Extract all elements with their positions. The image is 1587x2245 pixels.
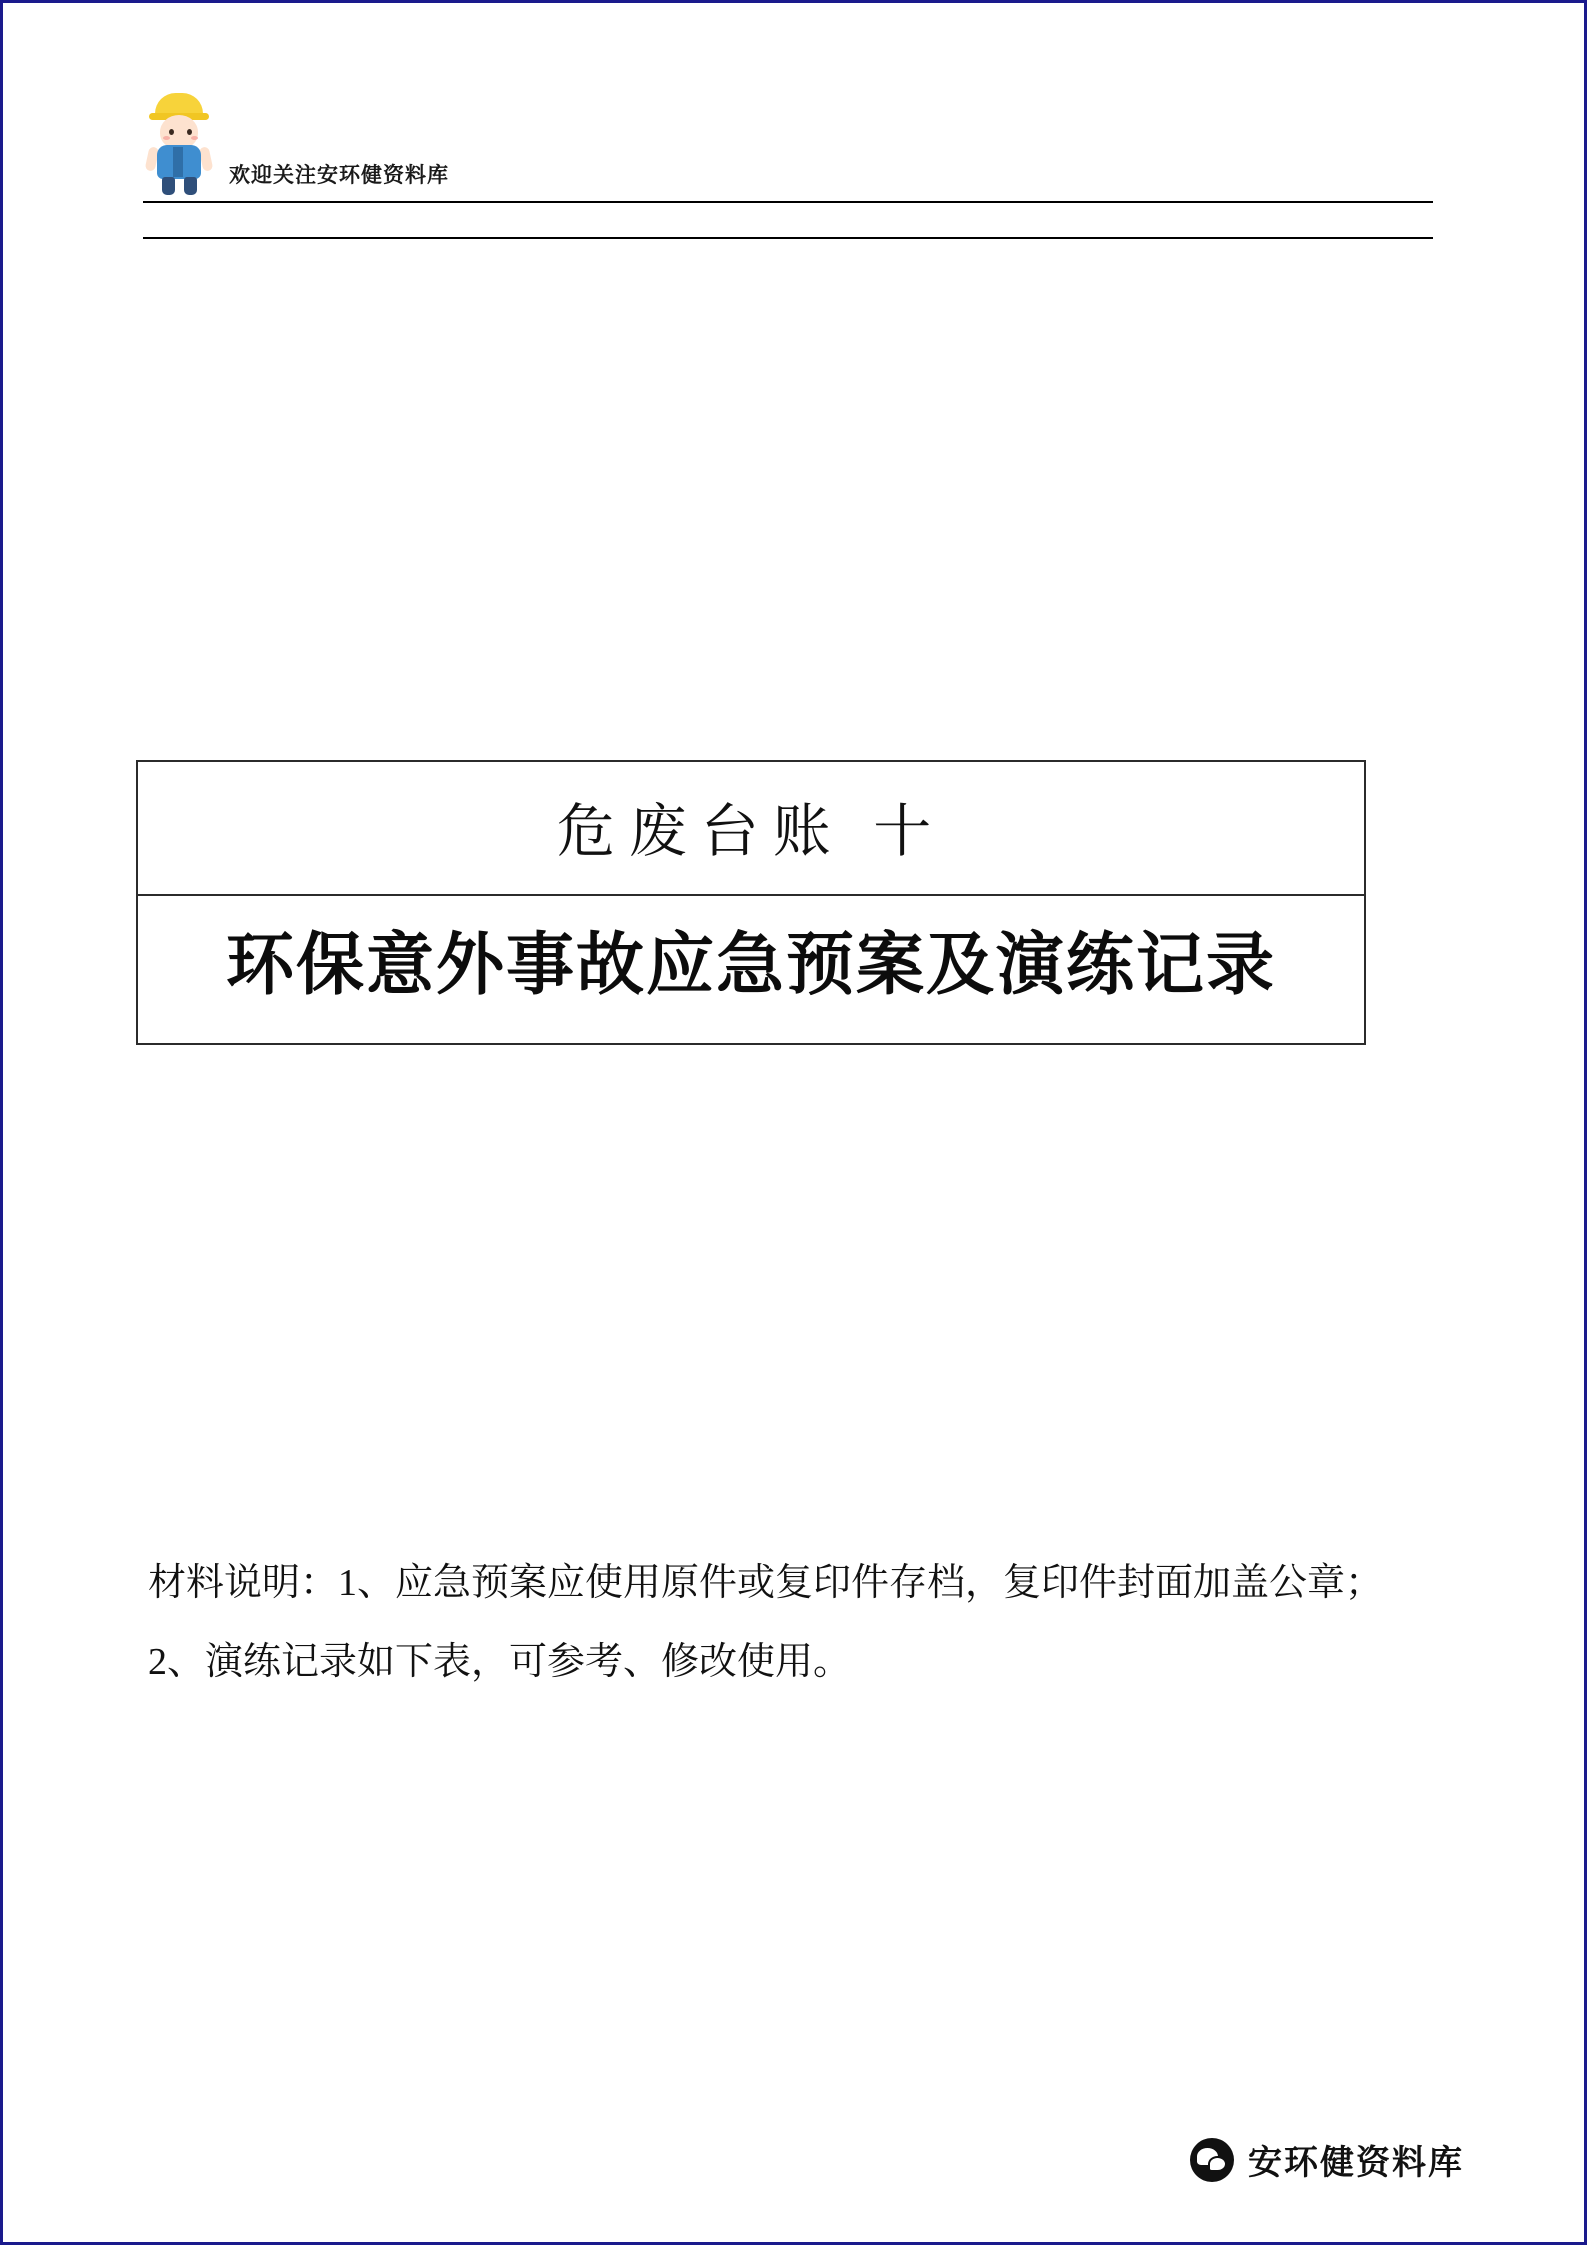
footer-watermark (1190, 2135, 1464, 2184)
ledger-label-row (138, 762, 1364, 896)
header-divider-top (143, 201, 1433, 203)
page-header (143, 83, 1433, 239)
document-title-row (138, 896, 1364, 1043)
note-line-1: 材料说明：1、应急预案应使用原件或复印件存档，复印件封面加盖公章； (148, 1562, 1384, 1604)
ledger-label: 危废台账 十 (556, 799, 946, 864)
material-notes (148, 1551, 1428, 1710)
construction-worker-mascot-icon (143, 91, 217, 195)
footer-account-name: 安环健资料库 (1248, 2144, 1464, 2182)
wechat-icon (1190, 2138, 1234, 2182)
note-line-2: 2、演练记录如下表，可参考、修改使用。 (148, 1641, 852, 1684)
header-divider-bottom (143, 237, 1433, 239)
header-brand (143, 83, 1433, 195)
page-title: 环保意外事故应急预案及演练记录 (225, 927, 1276, 1003)
page-inner (3, 3, 1584, 2242)
title-box (136, 760, 1366, 1045)
header-brand-label: 欢迎关注安环健资料库 (229, 164, 449, 187)
